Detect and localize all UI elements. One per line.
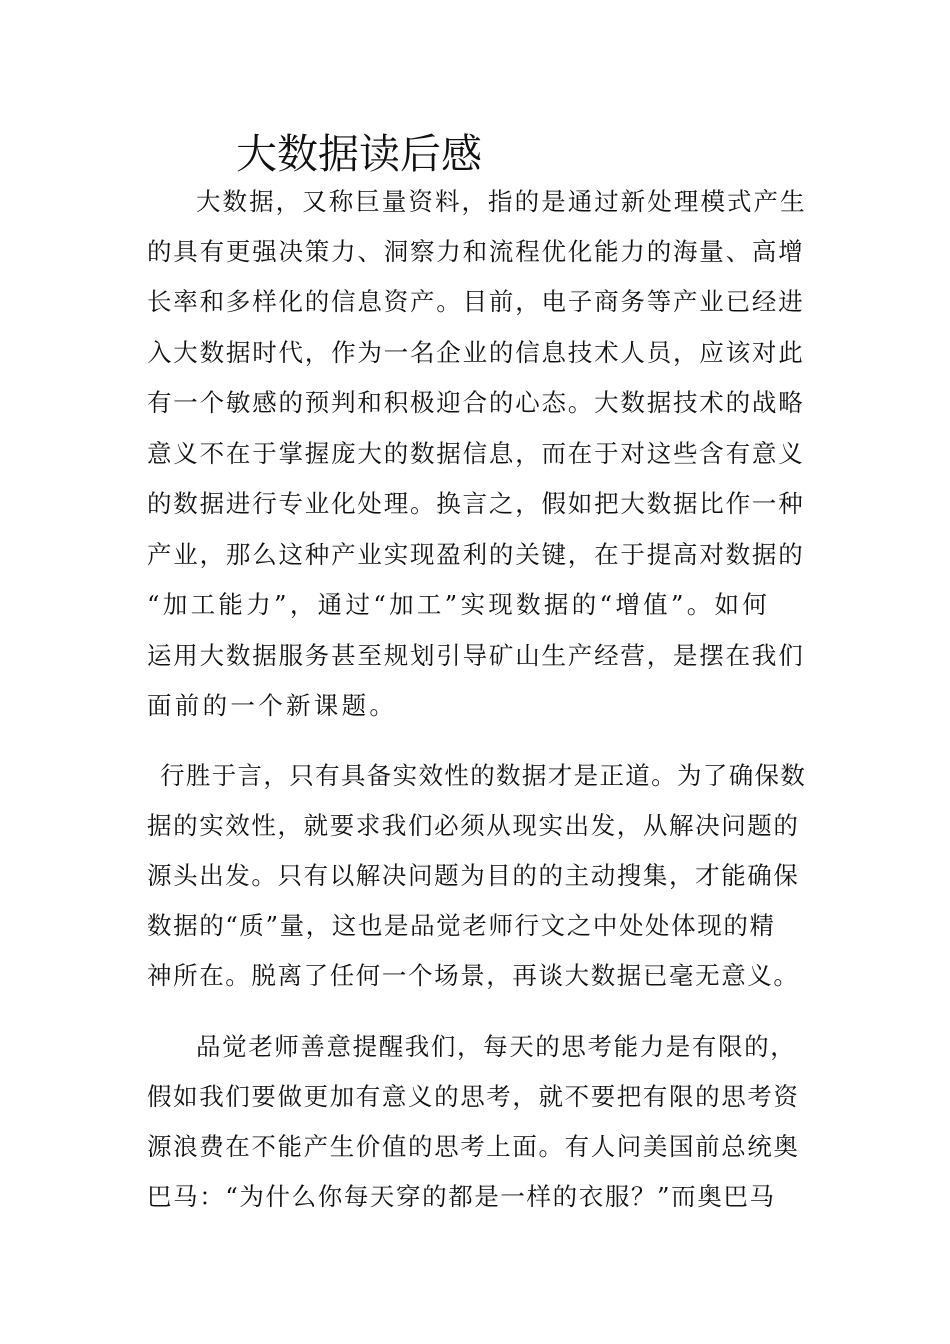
- paragraph-1-line-8: 产业，那么这种产业实现盈利的关键，在于提高对数据的: [147, 540, 805, 569]
- paragraph-1-line-1: 大数据，又称巨量资料，指的是通过新处理模式产生: [196, 187, 807, 216]
- paragraph-1-line-6: 意义不在于掌握庞大的数据信息，而在于对这些含有意义: [147, 439, 805, 468]
- paragraph-1-line-9: “加工能力”，通过“加工”实现数据的“增值”。如何: [147, 590, 771, 619]
- paragraph-2-line-1: 行胜于言，只有具备实效性的数据才是正道。为了确保数: [160, 761, 807, 790]
- paragraph-1-line-4: 入大数据时代，作为一名企业的信息技术人员，应该对此: [147, 338, 805, 367]
- paragraph-1-line-10: 运用大数据服务甚至规划引导矿山生产经营，是摆在我们: [147, 641, 805, 670]
- paragraph-1-line-11: 面前的一个新课题。: [147, 691, 398, 720]
- paragraph-1-line-7: 的数据进行专业化处理。换言之，假如把大数据比作一种: [147, 489, 805, 518]
- paragraph-3-line-3: 源浪费在不能产生价值的思考上面。有人问美国前总统奥: [147, 1132, 800, 1161]
- paragraph-1-line-2: 的具有更强决策力、洞察力和流程优化能力的海量、高增: [147, 237, 805, 266]
- paragraph-3-line-4: 巴马：“为什么你每天穿的都是一样的衣服？”而奥巴马: [147, 1182, 776, 1211]
- paragraph-2-line-3: 源头出发。只有以解决问题为目的的主动搜集，才能确保: [147, 861, 800, 890]
- paragraph-2-line-5: 神所在。脱离了任何一个场景，再谈大数据已毫无意义。: [147, 961, 800, 990]
- paragraph-3-line-2: 假如我们要做更加有意义的思考，就不要把有限的思考资: [147, 1082, 800, 1111]
- paragraph-2-line-4: 数据的“质”量，这也是品觉老师行文之中处处体现的精: [147, 911, 776, 940]
- paragraph-2-line-2: 据的实效性，就要求我们必须从现实出发，从解决问题的: [147, 811, 800, 840]
- paragraph-1-line-3: 长率和多样化的信息资产。目前，电子商务等产业已经进: [147, 287, 805, 316]
- document-title: 大数据读后感: [236, 130, 482, 178]
- paragraph-3-line-1: 品觉老师善意提醒我们，每天的思考能力是有限的，: [196, 1032, 797, 1061]
- paragraph-1-line-5: 有一个敏感的预判和积极迎合的心态。大数据技术的战略: [147, 388, 805, 417]
